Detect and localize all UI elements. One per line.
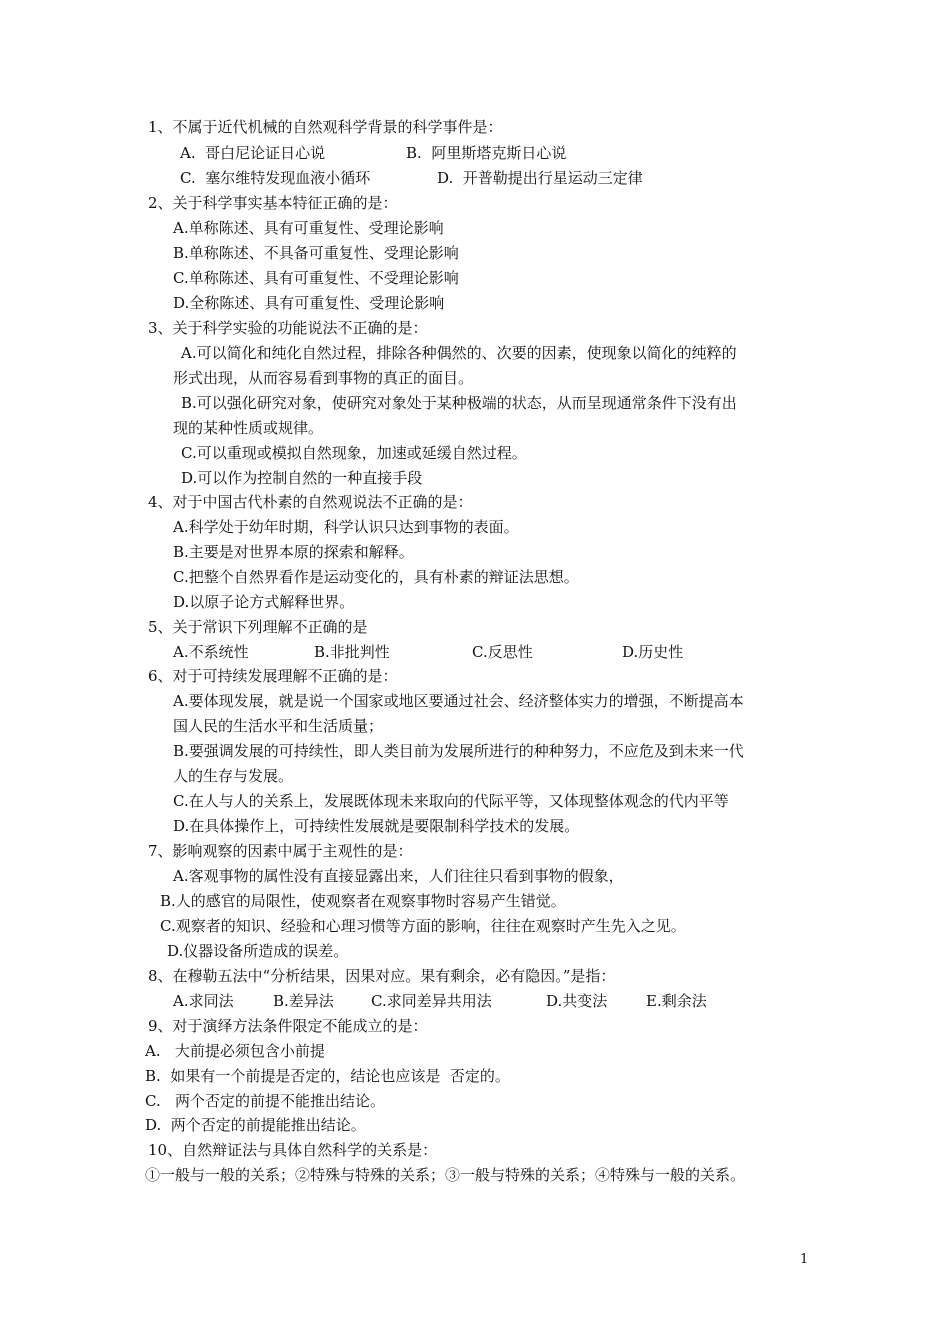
question-3-option-a: A.可以简化和纯化自然过程，排除各种偶然的、次要的因素，使现象以简化的纯粹的 [181,344,737,362]
question-8-option-d: D.共变法 [546,992,608,1010]
question-3-option-a-cont: 形式出现，从而容易看到事物的真正的面目。 [173,369,474,387]
question-9-option-a: A. 大前提必须包含小前提 [145,1042,325,1060]
question-4-option-d: D.以原子论方式解释世界。 [173,593,355,611]
question-1-option-c: C. 塞尔维特发现血液小循环 [180,169,371,187]
question-2-stem: 2、关于科学事实基本特征正确的是： [148,194,398,212]
question-3-option-b: B.可以强化研究对象，使研究对象处于某种极端的状态，从而呈现通常条件下没有出 [181,394,737,412]
question-3-option-c: C.可以重现或模拟自然现象，加速或延缓自然过程。 [181,444,527,462]
question-5-option-b: B.非批判性 [314,643,390,661]
question-4-option-a: A.科学处于幼年时期，科学认识只达到事物的表面。 [173,518,519,536]
question-5-option-d: D.历史性 [622,643,684,661]
question-6-option-b-cont: 人的生存与发展。 [173,767,294,785]
question-7-option-b: B.人的感官的局限性，使观察者在观察事物时容易产生错觉。 [160,892,566,910]
question-3-stem: 3、关于科学实验的功能说法不正确的是： [148,319,428,337]
question-1-option-d: D. 开普勒提出行星运动三定律 [437,169,643,187]
question-7-stem: 7、影响观察的因素中属于主观性的是： [148,842,413,860]
question-5-option-a: A.不系统性 [173,643,249,661]
question-7-option-c: C.观察者的知识、经验和心理习惯等方面的影响，往往在观察时产生先入之见。 [160,917,686,935]
question-8-stem: 8、在穆勒五法中“分析结果，因果对应。果有剩余，必有隐因。”是指： [148,967,616,985]
question-4-option-b: B.主要是对世界本原的探索和解释。 [173,543,414,561]
question-6-option-b: B.要强调发展的可持续性，即人类目前为发展所进行的种种努力，不应危及到未来一代 [173,742,744,760]
question-5-stem: 5、关于常识下列理解不正确的是 [148,618,368,636]
question-4-option-c: C.把整个自然界看作是运动变化的，具有朴素的辩证法思想。 [173,568,579,586]
question-5-option-c: C.反思性 [472,643,533,661]
question-6-option-d: D.在具体操作上，可持续性发展就是要限制科学技术的发展。 [173,817,580,835]
question-2-option-d: D.全称陈述、具有可重复性、受理论影响 [173,294,445,312]
question-1-option-b: B. 阿里斯塔克斯日心说 [406,144,567,162]
question-3-option-d: D.可以作为控制自然的一种直接手段 [181,469,423,487]
question-6-option-a: A.要体现发展，就是说一个国家或地区要通过社会、经济整体实力的增强，不断提高本 [173,692,744,710]
question-9-stem: 9、对于演绎方法条件限定不能成立的是： [148,1017,428,1035]
question-4-stem: 4、对于中国古代朴素的自然观说法不正确的是： [148,493,473,511]
question-1-option-a: A. 哥白尼论证日心说 [180,144,326,162]
page-number: 1 [800,1252,809,1267]
question-8-option-e: E.剩余法 [646,992,707,1010]
question-10-relations: ①一般与一般的关系；②特殊与特殊的关系；③一般与特殊的关系；④特殊与一般的关系。 [145,1166,746,1184]
question-9-option-c: C. 两个否定的前提不能推出结论。 [145,1092,386,1110]
question-6-stem: 6、对于可持续发展理解不正确的是： [148,667,398,685]
question-6-option-c: C.在人与人的关系上，发展既体现未来取向的代际平等，又体现整体观念的代内平等 [173,792,729,810]
question-2-option-b: B.单称陈述、不具备可重复性、受理论影响 [173,244,459,262]
question-8-option-a: A.求同法 [173,992,234,1010]
question-7-option-d: D.仪器设备所造成的误差。 [167,942,349,960]
question-10-stem: 10、自然辩证法与具体自然科学的关系是： [148,1141,438,1159]
question-6-option-a-cont: 国人民的生活水平和生活质量； [173,717,384,735]
question-1-stem: 1、不属于近代机械的自然观科学背景的科学事件是： [148,118,503,136]
question-8-option-c: C.求同差异共用法 [371,992,492,1010]
question-9-option-d: D. 两个否定的前提能推出结论。 [145,1116,366,1134]
question-9-option-b: B. 如果有一个前提是否定的，结论也应该是 否定的。 [145,1067,510,1085]
question-2-option-c: C.单称陈述、具有可重复性、不受理论影响 [173,269,459,287]
question-8-option-b: B.差异法 [273,992,334,1010]
question-2-option-a: A.单称陈述、具有可重复性、受理论影响 [173,219,444,237]
question-3-option-b-cont: 现的某种性质或规律。 [173,419,324,437]
question-7-option-a: A.客观事物的属性没有直接显露出来，人们往往只看到事物的假象， [173,867,624,885]
